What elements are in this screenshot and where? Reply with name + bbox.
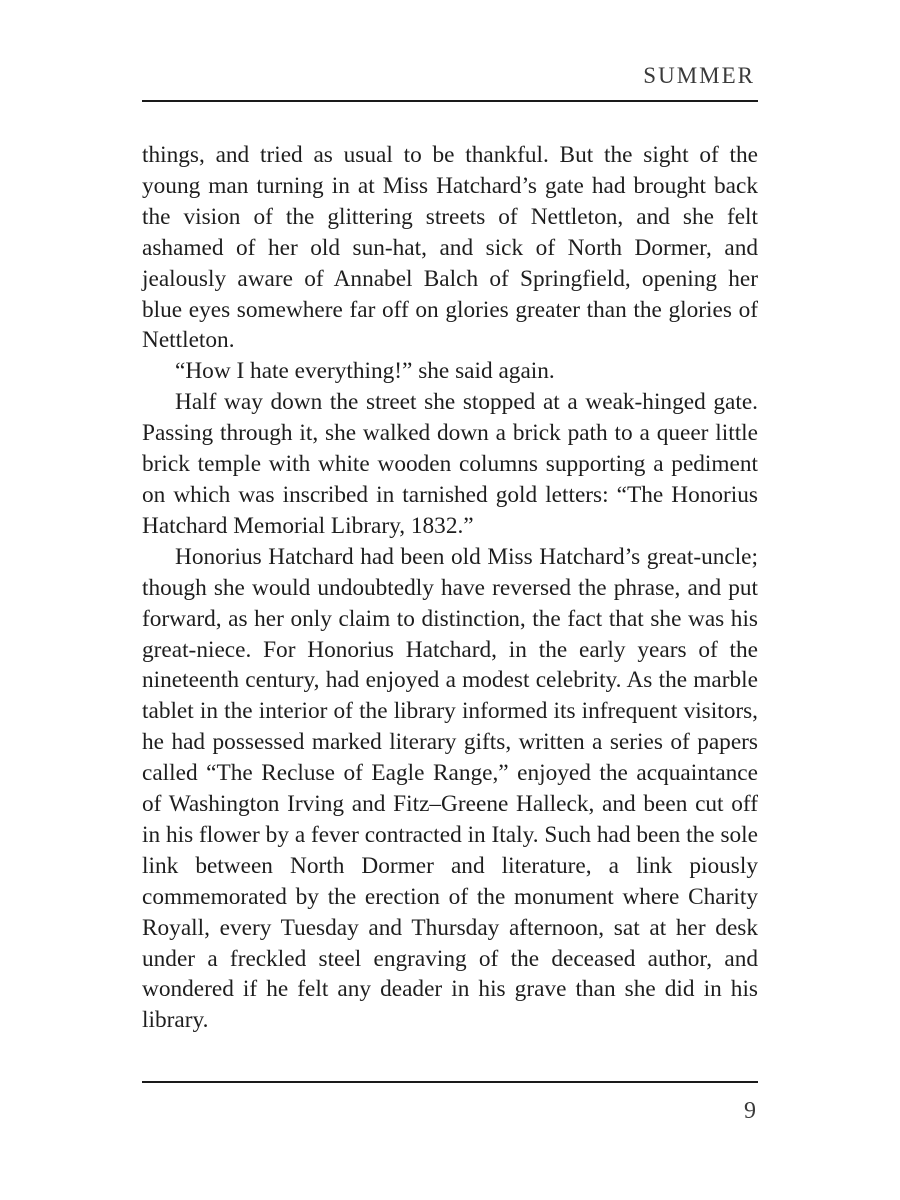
paragraph-library-gate: Half way down the street she stopped at a weak-hinged gate. Passing through it, she walked down a brick path to a queer little brick temple with white wooden columns supporting a pediment on which was inscribed in tarnished gold letters: “The Honorius Hatchard Memorial Library, 1832.” <box>142 389 758 539</box>
paragraph-honorius-hatchard: Honorius Hatchard had been old Miss Hatchard’s great-uncle; though she would undoubtedly have reversed the phrase, and put forward, as her only claim to distinction, the fact that she was his great-niece. For Honorius Hatchard, in the early years of the nineteenth century, had enjoyed a modest celebrity. As the marble tablet in the interior of the library informed its infrequent visitors, he had possessed marked literary gifts, written a series of papers called “The Recluse of Eagle Range,” enjoyed the acquaintance of Washington Irving and Fitz–Greene Halleck, and been cut off in his flower by a fever contracted in Italy. Such had been the sole link between North Dormer and literature, a link piously commemorated by the erection of the monument where Charity Royall, every Tuesday and Thursday afternoon, sat at her desk under a freckled steel engraving of the deceased author, and wondered if he felt any deader in his grave than she did in his library. <box>142 543 758 1034</box>
body-text <box>142 140 758 1036</box>
page-number: 9 <box>744 1098 756 1124</box>
footer-rule <box>142 1081 758 1083</box>
running-head: SUMMER <box>643 63 755 88</box>
header-rule <box>142 100 758 102</box>
paragraph-continuation: things, and tried as usual to be thankful. But the sight of the young man turning in at Miss Hatchard’s gate had brought back the vision of the glittering streets of Nettleton, and she felt ashamed of her old sun-hat, and sick of North Dormer, and jealously aware of Annabel Balch of Springfield, opening her blue eyes somewhere far off on glories greater than the glories of Nettleton. <box>142 142 758 354</box>
paragraph-dialogue: “How I hate everything!” she said again. <box>175 358 555 385</box>
